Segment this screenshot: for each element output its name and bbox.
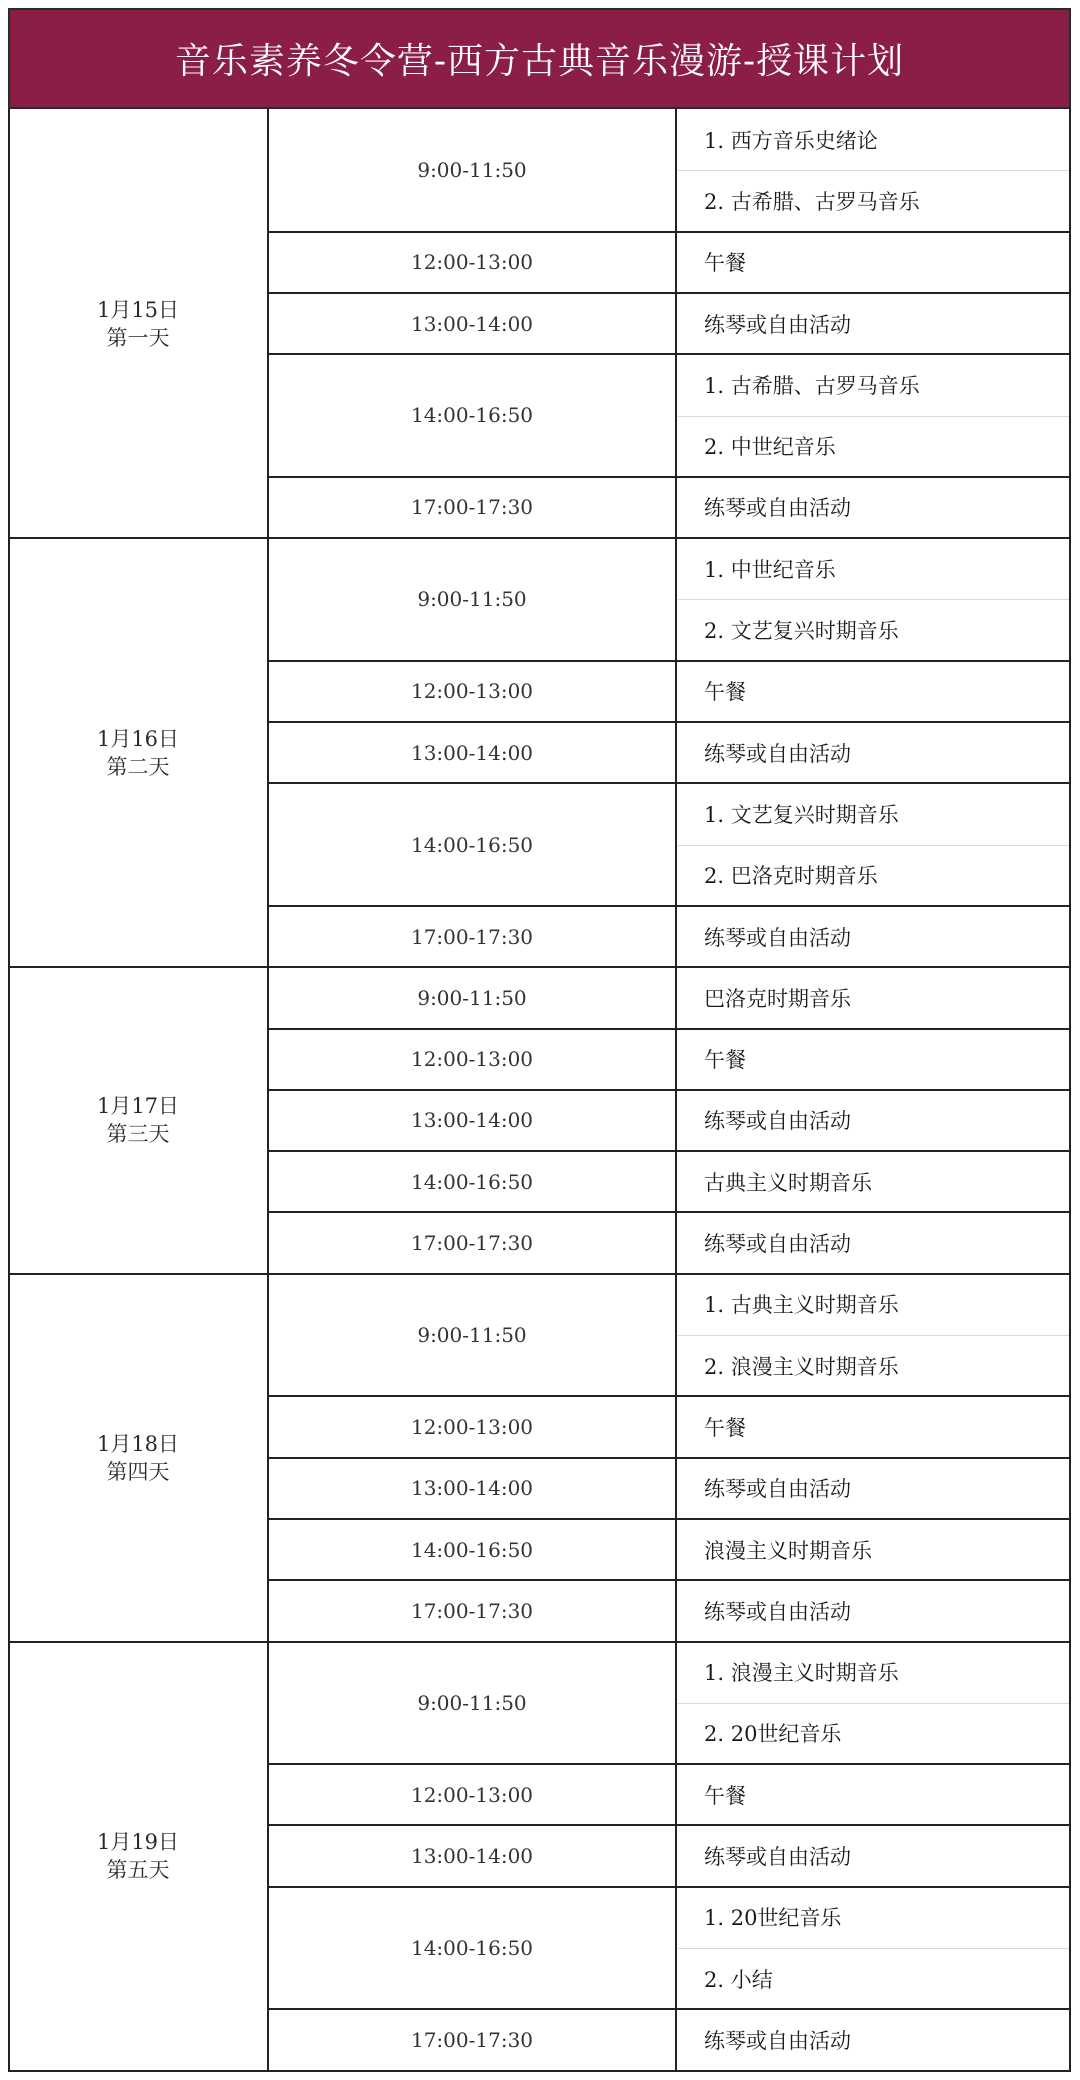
day-label: 第三天 [106, 1122, 170, 1147]
time-slot: 9:00-11:50 [417, 158, 527, 183]
activity-item: 1. 文艺复兴时期音乐 [704, 802, 899, 827]
time-slot: 14:00-16:50 [410, 832, 534, 857]
activity-item: 练琴或自由活动 [704, 312, 851, 337]
column-divider [1069, 109, 1071, 2071]
row-subdivider [678, 416, 1069, 417]
row-subdivider [678, 170, 1069, 171]
row-subdivider [678, 599, 1069, 600]
time-slot: 12:00-13:00 [410, 1414, 534, 1439]
time-slot: 13:00-14:00 [410, 1476, 534, 1501]
column-divider [8, 109, 10, 2071]
row-subdivider [678, 1703, 1069, 1704]
activity-item: 2. 巴洛克时期音乐 [704, 864, 878, 889]
day-cell [8, 967, 268, 1274]
activity-item: 练琴或自由活动 [704, 1477, 851, 1502]
activity-item: 1. 浪漫主义时期音乐 [704, 1661, 899, 1686]
schedule-table [8, 109, 1071, 2070]
activity-item: 1. 20世纪音乐 [704, 1906, 842, 1931]
activity-item: 1. 中世纪音乐 [704, 557, 836, 582]
activity-item: 浪漫主义时期音乐 [704, 1538, 872, 1563]
activity-item: 练琴或自由活动 [704, 741, 851, 766]
activity-item: 1. 古典主义时期音乐 [704, 1293, 899, 1318]
day-cell [8, 109, 268, 538]
time-slot: 17:00-17:30 [410, 2027, 534, 2052]
time-slot: 14:00-16:50 [410, 403, 534, 428]
activity-item: 练琴或自由活动 [704, 496, 851, 521]
time-slot: 17:00-17:30 [410, 495, 534, 520]
activity-item: 练琴或自由活动 [704, 1845, 851, 1870]
column-divider [675, 109, 677, 2071]
day-cell [8, 1642, 268, 2071]
activity-item: 巴洛克时期音乐 [704, 986, 851, 1011]
time-slot: 17:00-17:30 [410, 1231, 534, 1256]
time-slot: 12:00-13:00 [410, 679, 534, 704]
schedule-sheet [8, 8, 1071, 2070]
day-date: 1月15日 [96, 297, 180, 322]
row-subdivider [678, 1335, 1069, 1336]
activity-item: 2. 文艺复兴时期音乐 [704, 619, 899, 644]
activity-item: 古典主义时期音乐 [704, 1170, 872, 1195]
time-slot: 17:00-17:30 [410, 1598, 534, 1623]
time-slot: 9:00-11:50 [417, 587, 527, 612]
time-slot: 14:00-16:50 [410, 1537, 534, 1562]
row-subdivider [678, 1948, 1069, 1949]
time-slot: 12:00-13:00 [410, 250, 534, 275]
activity-item: 2. 小结 [704, 1967, 773, 1992]
activity-item: 练琴或自由活动 [704, 2028, 851, 2053]
time-slot: 14:00-16:50 [410, 1935, 534, 1960]
day-cell [8, 1274, 268, 1642]
day-date: 1月17日 [96, 1094, 180, 1119]
activity-item: 1. 古希腊、古罗马音乐 [704, 373, 920, 398]
day-label: 第二天 [106, 754, 170, 779]
time-slot: 9:00-11:50 [417, 985, 527, 1010]
activity-item: 午餐 [704, 251, 746, 276]
time-slot: 9:00-11:50 [417, 1322, 527, 1347]
activity-item: 1. 西方音乐史绪论 [704, 128, 878, 153]
time-slot: 13:00-14:00 [410, 740, 534, 765]
activity-item: 午餐 [704, 1048, 746, 1073]
activity-item: 练琴或自由活动 [704, 925, 851, 950]
activity-item: 练琴或自由活动 [704, 1232, 851, 1257]
row-divider [8, 2070, 1071, 2072]
time-slot: 9:00-11:50 [417, 1690, 527, 1715]
time-slot: 13:00-14:00 [410, 1844, 534, 1869]
activity-item: 2. 古希腊、古罗马音乐 [704, 189, 920, 214]
time-slot: 13:00-14:00 [410, 1108, 534, 1133]
activity-item: 2. 中世纪音乐 [704, 435, 836, 460]
day-date: 1月16日 [96, 726, 180, 751]
activity-item: 2. 浪漫主义时期音乐 [704, 1354, 899, 1379]
schedule-title: 音乐素养冬令营-西方古典音乐漫游-授课计划 [8, 8, 1071, 109]
time-slot: 14:00-16:50 [410, 1169, 534, 1194]
activity-item: 练琴或自由活动 [704, 1109, 851, 1134]
day-label: 第一天 [106, 325, 170, 350]
time-slot: 12:00-13:00 [410, 1782, 534, 1807]
column-divider [267, 109, 269, 2071]
activity-item: 2. 20世纪音乐 [704, 1722, 842, 1747]
activity-item: 午餐 [704, 1415, 746, 1440]
activity-item: 午餐 [704, 1783, 746, 1808]
day-date: 1月19日 [96, 1830, 180, 1855]
activity-item: 午餐 [704, 680, 746, 705]
time-slot: 12:00-13:00 [410, 1047, 534, 1072]
time-slot: 17:00-17:30 [410, 924, 534, 949]
activity-item: 练琴或自由活动 [704, 1599, 851, 1624]
day-label: 第五天 [106, 1858, 170, 1883]
row-subdivider [678, 845, 1069, 846]
day-label: 第四天 [106, 1459, 170, 1484]
time-slot: 13:00-14:00 [410, 311, 534, 336]
day-cell [8, 538, 268, 967]
day-date: 1月18日 [96, 1431, 180, 1456]
